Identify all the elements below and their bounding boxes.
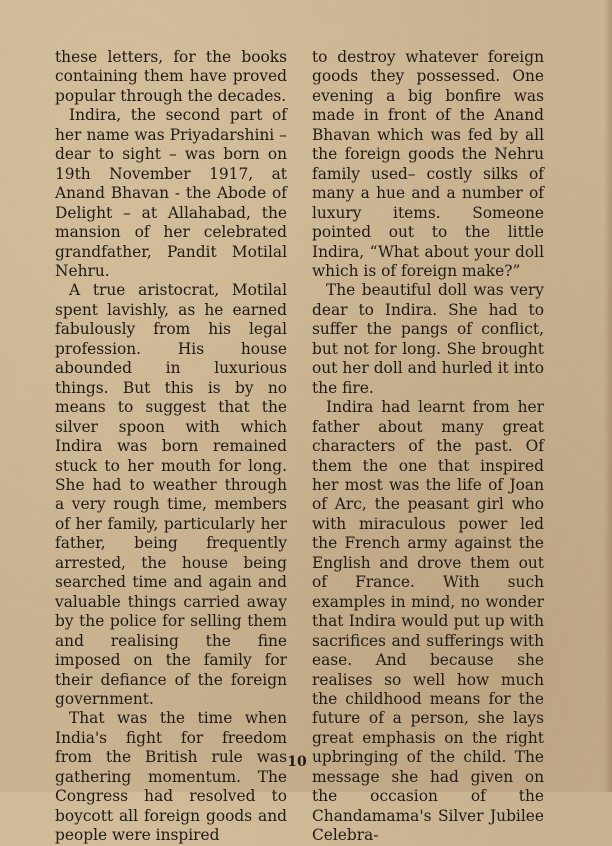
left-paragraph-1: these letters, for the books containing them have proved popular through the decades. (55, 48, 287, 105)
right-paragraph-3: Indira had learnt from her father about many great characters of the past. Of them the one that inspired her most was the life of Joan of Arc, the peasant girl who with miraculous power led the French army against the English and drove them out of France. With such examples in mind, no wonder that Indira would put up with sacrifices and sufferings with ease. And because she realises so well how much the childhood means for the future of a person, she lays great emphasis on the right upbringing of the child. The message she had given on the occasion of the Chandamama's Silver Jubilee Celebra- (312, 398, 544, 845)
right-text-column (312, 48, 544, 846)
right-paragraph-2: The beautiful doll was very dear to Indira. She had to suffer the pangs of conflict, but not for long. She brought out her doll and hurled it into the fire. (312, 281, 544, 397)
page-edge-shadow (604, 0, 612, 792)
right-paragraph-1: to destroy whatever foreign goods they possessed. One evening a big bonfire was made in front of the Anand Bhavan which was fed by all the foreign goods the Nehru family used– costly silks of many a hue and a number of luxury items. Someone pointed out to the little Indira, “What about your doll which is of foreign make?” (312, 48, 544, 280)
left-paragraph-4: That was the time when India's fight for freedom from the British rule was gathering momentum. The Congress had resolved to boycott all foreign goods and people were inspired (55, 709, 287, 845)
page-number: 10 (287, 754, 307, 770)
left-text-column (55, 48, 287, 846)
left-paragraph-3: A true aristocrat, Motilal spent lavishly, as he earned fabulously from his legal profession. His house abounded in luxurious things. But this is by no means to suggest that the silver spoon with which Indira was born remained stuck to her mouth for long. She had to weather through a very rough time, members of her family, particularly her father, being frequently arrested, the house being searched time and again and valuable things carried away by the police for selling them and realising the fine imposed on the family for their defiance of the foreign government. (55, 281, 287, 708)
left-paragraph-2: Indira, the second part of her name was Priyadarshini – dear to sight – was born on 19th November 1917, at Anand Bhavan - the Abode of Delight – at Allahabad, the mansion of her celebrated grandfather, Pandit Motilal Nehru. (55, 106, 287, 280)
